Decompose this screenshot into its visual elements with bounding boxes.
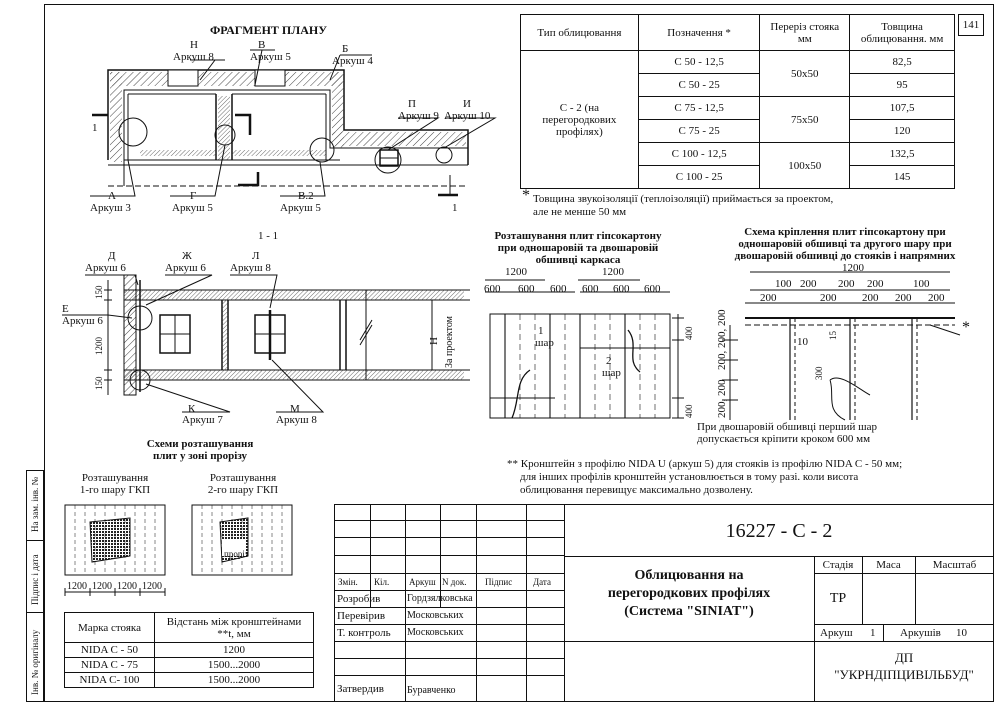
callout-v2-letter: В.2 xyxy=(298,190,314,202)
fix-star: * xyxy=(962,319,970,336)
fix-dim-100: 100 xyxy=(913,278,930,290)
callout-p-sheet: Аркуш 9 xyxy=(398,110,439,122)
fix-left-dims: 200, 200, 200 xyxy=(716,309,728,370)
bracket-note-2: для інших профілів кронштейн установлюється в тому разі. коли висота xyxy=(520,471,859,483)
table-row-section: 100х50 xyxy=(760,143,850,189)
sec-callout-l-letter: Л xyxy=(252,250,260,262)
sec-callout-k-sheet: Аркуш 7 xyxy=(182,414,223,426)
table-row-thickness: 95 xyxy=(850,74,955,97)
side-stamp-sign: Підпис і дата xyxy=(30,554,40,605)
sheet-number: 141 xyxy=(962,19,980,31)
layout-title-1: Розташування плит гіпсокартону xyxy=(494,230,662,242)
opening-layer1-1: Розташування xyxy=(81,472,149,484)
callout-b-sheet: Аркуш 4 xyxy=(332,55,373,67)
stamp-role: Перевірив xyxy=(337,610,386,622)
opening-layer1-2: 1-го шару ГКП xyxy=(79,484,151,496)
bracket-table xyxy=(64,612,314,688)
fix-dim-200: 200 xyxy=(895,292,912,304)
callout-p-letter: П xyxy=(408,98,416,110)
stamp-col-date: Дата xyxy=(533,577,551,587)
stamp-role: Т. контроль xyxy=(337,627,391,639)
table-row-code: С 50 - 12,5 xyxy=(638,51,760,74)
layout-title-3: обшивці каркаса xyxy=(535,254,621,266)
sec-callout-m-letter: М xyxy=(290,403,300,415)
section-mark-right: 1 xyxy=(452,202,458,214)
opening-dim-1200: 1200 xyxy=(92,581,112,592)
callout-i-letter: И xyxy=(463,98,471,110)
stamp-col-sheet: Аркуш xyxy=(409,577,436,587)
fix-left-dims-low: 200, 200 xyxy=(716,379,728,418)
side-stamp-replace: На зам. інв. № xyxy=(30,476,40,532)
layout-dim-600: 600 xyxy=(644,283,661,295)
layout-dim-400-top: 400 xyxy=(684,326,694,340)
fix-dim-10: 10 xyxy=(797,336,808,348)
layout-dim-400-bot: 400 xyxy=(684,404,694,418)
table-row-code: С 100 - 25 xyxy=(638,166,760,189)
stamp-name: Буравченко xyxy=(407,685,456,696)
fix-dim-1200: 1200 xyxy=(842,262,864,274)
callout-i-sheet: Аркуш 10 xyxy=(444,110,491,122)
sec-callout-d-letter: Д xyxy=(108,250,116,262)
footnote-star-line2: але не менше 50 мм xyxy=(533,206,627,218)
fix-dim-15: 15 xyxy=(828,331,838,340)
stamp-col-changes: Змін. xyxy=(338,577,358,587)
scale-label: Масштаб xyxy=(932,559,977,571)
bracket-note-1: ** Кронштейн з профілю NIDA U (аркуш 5) для стояків із профілю NIDA С - 50 мм; xyxy=(507,458,903,470)
bracket-note-3: облицювання перевищує максимально дозволену. xyxy=(520,484,753,496)
section-title: 1 - 1 xyxy=(258,230,279,242)
fix-dim-200: 200 xyxy=(867,278,884,290)
fix-title-2: одношаровій обшивці та другого шару при xyxy=(738,238,952,250)
table-row-mark: NIDA С - 75 xyxy=(65,658,155,673)
fix-dim-200: 200 xyxy=(820,292,837,304)
doc-title-1: Облицювання на xyxy=(634,568,744,583)
layout-dim-600: 600 xyxy=(484,283,501,295)
fix-dim-100: 200 xyxy=(838,278,855,290)
sec-callout-e-letter: Е xyxy=(62,303,69,315)
fix-dim-200: 200 xyxy=(800,278,817,290)
layout-dim-600: 600 xyxy=(582,283,599,295)
side-stamp-inv: Інв. № оригіналу xyxy=(30,629,40,695)
dim-h-note: За проектом xyxy=(444,316,455,368)
stage-label: Стадія xyxy=(822,559,854,571)
stamp-name: Гордзялковська xyxy=(407,593,473,604)
layer2-number: 2 xyxy=(606,355,612,367)
sec-callout-d-sheet: Аркуш 6 xyxy=(85,262,126,274)
fix-dim-100: 100 xyxy=(775,278,792,290)
footnote-star-line1: Товщина звукоізоляції (теплоізоляції) приймається за проектом, xyxy=(533,193,834,205)
th-thickness: Товщина облицювання. мм xyxy=(850,15,955,51)
footnote-star-mark: * xyxy=(522,187,530,204)
fix-note-2: допускається кріпити кроком 600 мм xyxy=(697,433,871,445)
table-row-dist: 1500...2000 xyxy=(155,673,314,688)
opening-dim-1200: 1200 xyxy=(117,581,137,592)
callout-n-sheet: Аркуш 8 xyxy=(173,51,214,63)
callout-a-letter: А xyxy=(108,190,116,202)
sheets-value: 10 xyxy=(956,627,967,639)
table-row-code: С 75 - 25 xyxy=(638,120,760,143)
opening-title-2: плит у зоні прорізу xyxy=(152,450,248,462)
table-row-thickness: 120 xyxy=(850,120,955,143)
sec-callout-zh-sheet: Аркуш 6 xyxy=(165,262,206,274)
callout-g-letter: Г xyxy=(190,190,197,202)
opening-dim-1200: 1200 xyxy=(142,581,162,592)
callout-v-letter: В xyxy=(258,39,266,51)
fix-note-1: При двошаровій обшивці перший шар xyxy=(697,421,877,433)
table-row-code: С 50 - 25 xyxy=(638,74,760,97)
dim-1200: 1200 xyxy=(94,337,104,355)
fix-dim-200: 200 xyxy=(928,292,945,304)
layout-dim-600: 600 xyxy=(613,283,630,295)
fix-title-1: Схема кріплення плит гіпсокартону при xyxy=(744,226,946,238)
dim-150-bot: 150 xyxy=(94,376,104,390)
opening-proriz: проріз xyxy=(224,549,249,559)
opening-dim-1200: 1200 xyxy=(67,581,87,592)
sheet-value: 1 xyxy=(870,627,876,639)
mass-label: Маса xyxy=(876,559,901,571)
fix-dim-200: 200 xyxy=(760,292,777,304)
plan-title: ФРАГМЕНТ ПЛАНУ xyxy=(210,23,327,37)
layer1-number: 1 xyxy=(538,325,544,337)
table-row-code: С 75 - 12,5 xyxy=(638,97,760,120)
callout-a-sheet: Аркуш 3 xyxy=(90,202,131,214)
sec-callout-m-sheet: Аркуш 8 xyxy=(276,414,317,426)
doc-title-2: перегородкових профілях xyxy=(607,586,771,601)
org-line-1: ДП xyxy=(894,650,914,665)
table-row-thickness: 107,5 xyxy=(850,97,955,120)
fix-title-3: двошаровій обшивці до стояків і напрямних xyxy=(734,250,956,262)
th-distance: Відстань між кронштейнами **t, мм xyxy=(155,613,314,643)
layout-title-2: при одношаровій та двошаровій xyxy=(497,242,659,254)
layer1-label: шар xyxy=(535,337,554,349)
table-row-thickness: 82,5 xyxy=(850,51,955,74)
stamp-col-qty: Кіл. xyxy=(374,577,390,587)
stamp-name: Московських xyxy=(407,610,464,621)
table-row-section: 75х50 xyxy=(760,97,850,143)
sheet-label: Аркуш xyxy=(820,627,853,639)
callout-v-sheet: Аркуш 5 xyxy=(250,51,291,63)
sec-callout-l-sheet: Аркуш 8 xyxy=(230,262,271,274)
layer2-label: шар xyxy=(602,367,621,379)
table-row-dist: 1200 xyxy=(155,643,314,658)
stamp-role: Розробив xyxy=(337,593,381,605)
table-row-thickness: 132,5 xyxy=(850,143,955,166)
layout-dim-600: 600 xyxy=(518,283,535,295)
callout-b-letter: Б xyxy=(342,43,349,55)
callout-n-letter: Н xyxy=(190,39,198,51)
th-type: Тип облицювання xyxy=(521,15,639,51)
doc-title-3: (Система "SINIAT") xyxy=(624,604,754,619)
layout-dim-1200-b: 1200 xyxy=(602,266,624,278)
th-section: Переріз стояка мм xyxy=(760,15,850,51)
opening-layer2-2: 2-го шару ГКП xyxy=(207,484,279,496)
table-row-mark: NIDA С- 100 xyxy=(65,673,155,688)
side-stamp-divider xyxy=(26,612,44,613)
fix-dim-200: 200 xyxy=(862,292,879,304)
sec-callout-e-sheet: Аркуш 6 xyxy=(62,315,103,327)
doc-code: 16227 - С - 2 xyxy=(725,520,833,542)
table-row-dist: 1500...2000 xyxy=(155,658,314,673)
opening-layer2-1: Розташування xyxy=(209,472,277,484)
sec-callout-k-letter: К xyxy=(188,403,196,415)
stamp-col-doc: N док. xyxy=(442,577,467,587)
th-code: Позначення * xyxy=(638,15,760,51)
th-mark: Марка стояка xyxy=(65,613,155,643)
stage-value: ТР xyxy=(829,591,847,606)
table-row-code: С 100 - 12,5 xyxy=(638,143,760,166)
table-row-thickness: 145 xyxy=(850,166,955,189)
layout-dim-600: 600 xyxy=(550,283,567,295)
table-row-mark: NIDA С - 50 xyxy=(65,643,155,658)
stamp-col-sign: Підпис xyxy=(485,577,513,587)
sec-callout-zh-letter: Ж xyxy=(182,250,192,262)
dim-h: Н xyxy=(428,337,440,345)
dim-150-top: 150 xyxy=(94,285,104,299)
layout-dim-1200-a: 1200 xyxy=(505,266,527,278)
cladding-type: С - 2 (на перегородкових профілях) xyxy=(521,51,639,189)
stamp-role: Затвердив xyxy=(337,683,384,695)
sheets-label: Аркушів xyxy=(900,627,941,639)
callout-g-sheet: Аркуш 5 xyxy=(172,202,213,214)
side-stamp-divider xyxy=(26,540,44,541)
org-line-2: "УКРНДІПЦИВІЛЬБУД" xyxy=(834,667,974,682)
table-row-section: 50х50 xyxy=(760,51,850,97)
section-mark-left: 1 xyxy=(92,122,98,134)
opening-title-1: Схеми розташування xyxy=(146,438,254,450)
stamp-name: Московських xyxy=(407,627,464,638)
callout-v2-sheet: Аркуш 5 xyxy=(280,202,321,214)
fix-dim-300: 300 xyxy=(814,366,824,380)
